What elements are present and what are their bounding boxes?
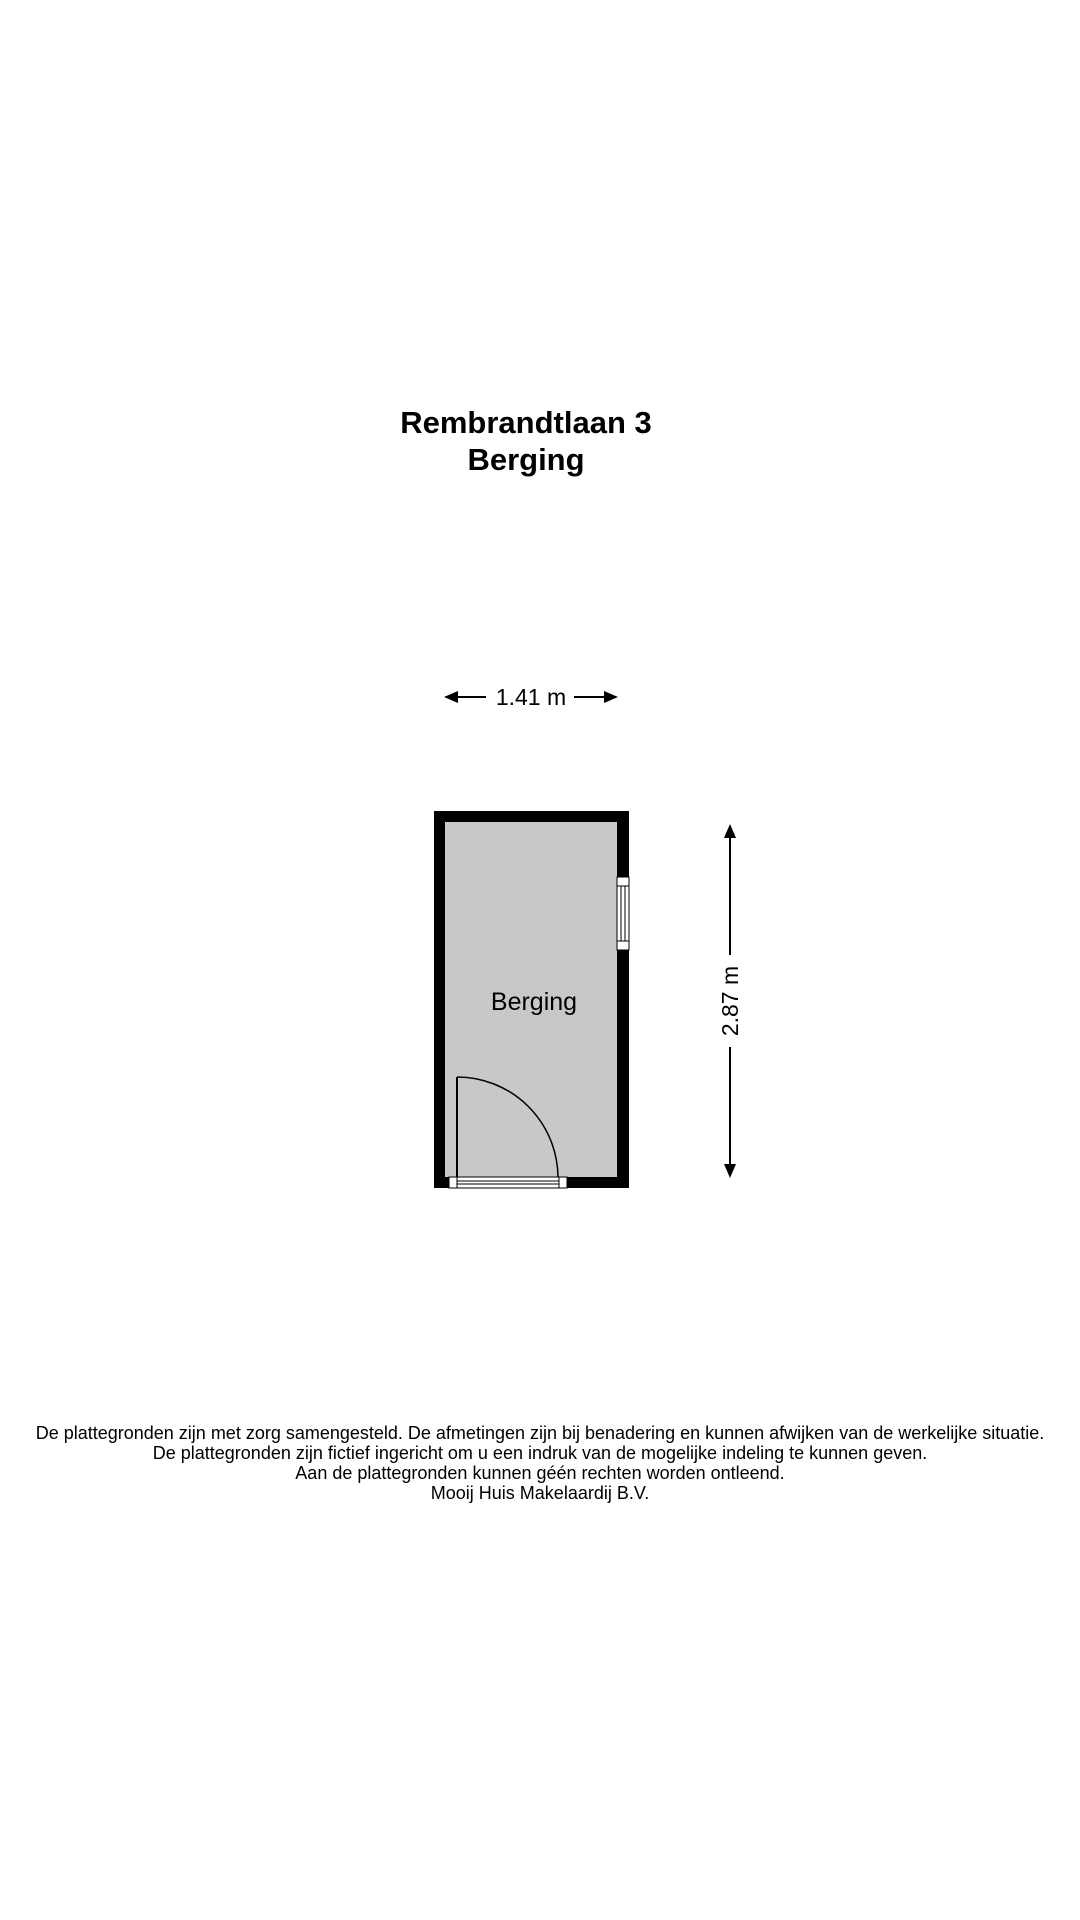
depth-dimension	[717, 824, 743, 1178]
depth-arrow-up-icon	[724, 824, 736, 838]
address-title: Rembrandtlaan 3	[400, 405, 652, 440]
disclaimer-line-1: De plattegronden zijn met zorg samengesteld. De afmetingen zijn bij benadering en kunnen afwijken van de werkelijke situatie.	[35, 1423, 1045, 1443]
depth-arrow-down-icon	[724, 1164, 736, 1178]
width-arrow-left-icon	[444, 691, 458, 703]
width-arrow-right-icon	[604, 691, 618, 703]
disclaimer-line-3: Aan de plattegronden kunnen géén rechten worden ontleend.	[295, 1463, 785, 1483]
window	[617, 877, 629, 950]
disclaimer	[0, 1423, 1080, 1503]
storage-room	[434, 811, 629, 1188]
disclaimer-line-4: Mooij Huis Makelaardij B.V.	[430, 1483, 650, 1503]
depth-label: 2.87 m	[717, 965, 743, 1037]
disclaimer-line-2: De plattegronden zijn fictief ingericht om u een indruk van de mogelijke indeling te kunnen geven.	[152, 1443, 928, 1463]
floor-title: Berging	[467, 442, 585, 477]
room-label: Berging	[490, 988, 578, 1016]
width-dimension	[444, 684, 618, 710]
width-label: 1.41 m	[495, 684, 567, 710]
